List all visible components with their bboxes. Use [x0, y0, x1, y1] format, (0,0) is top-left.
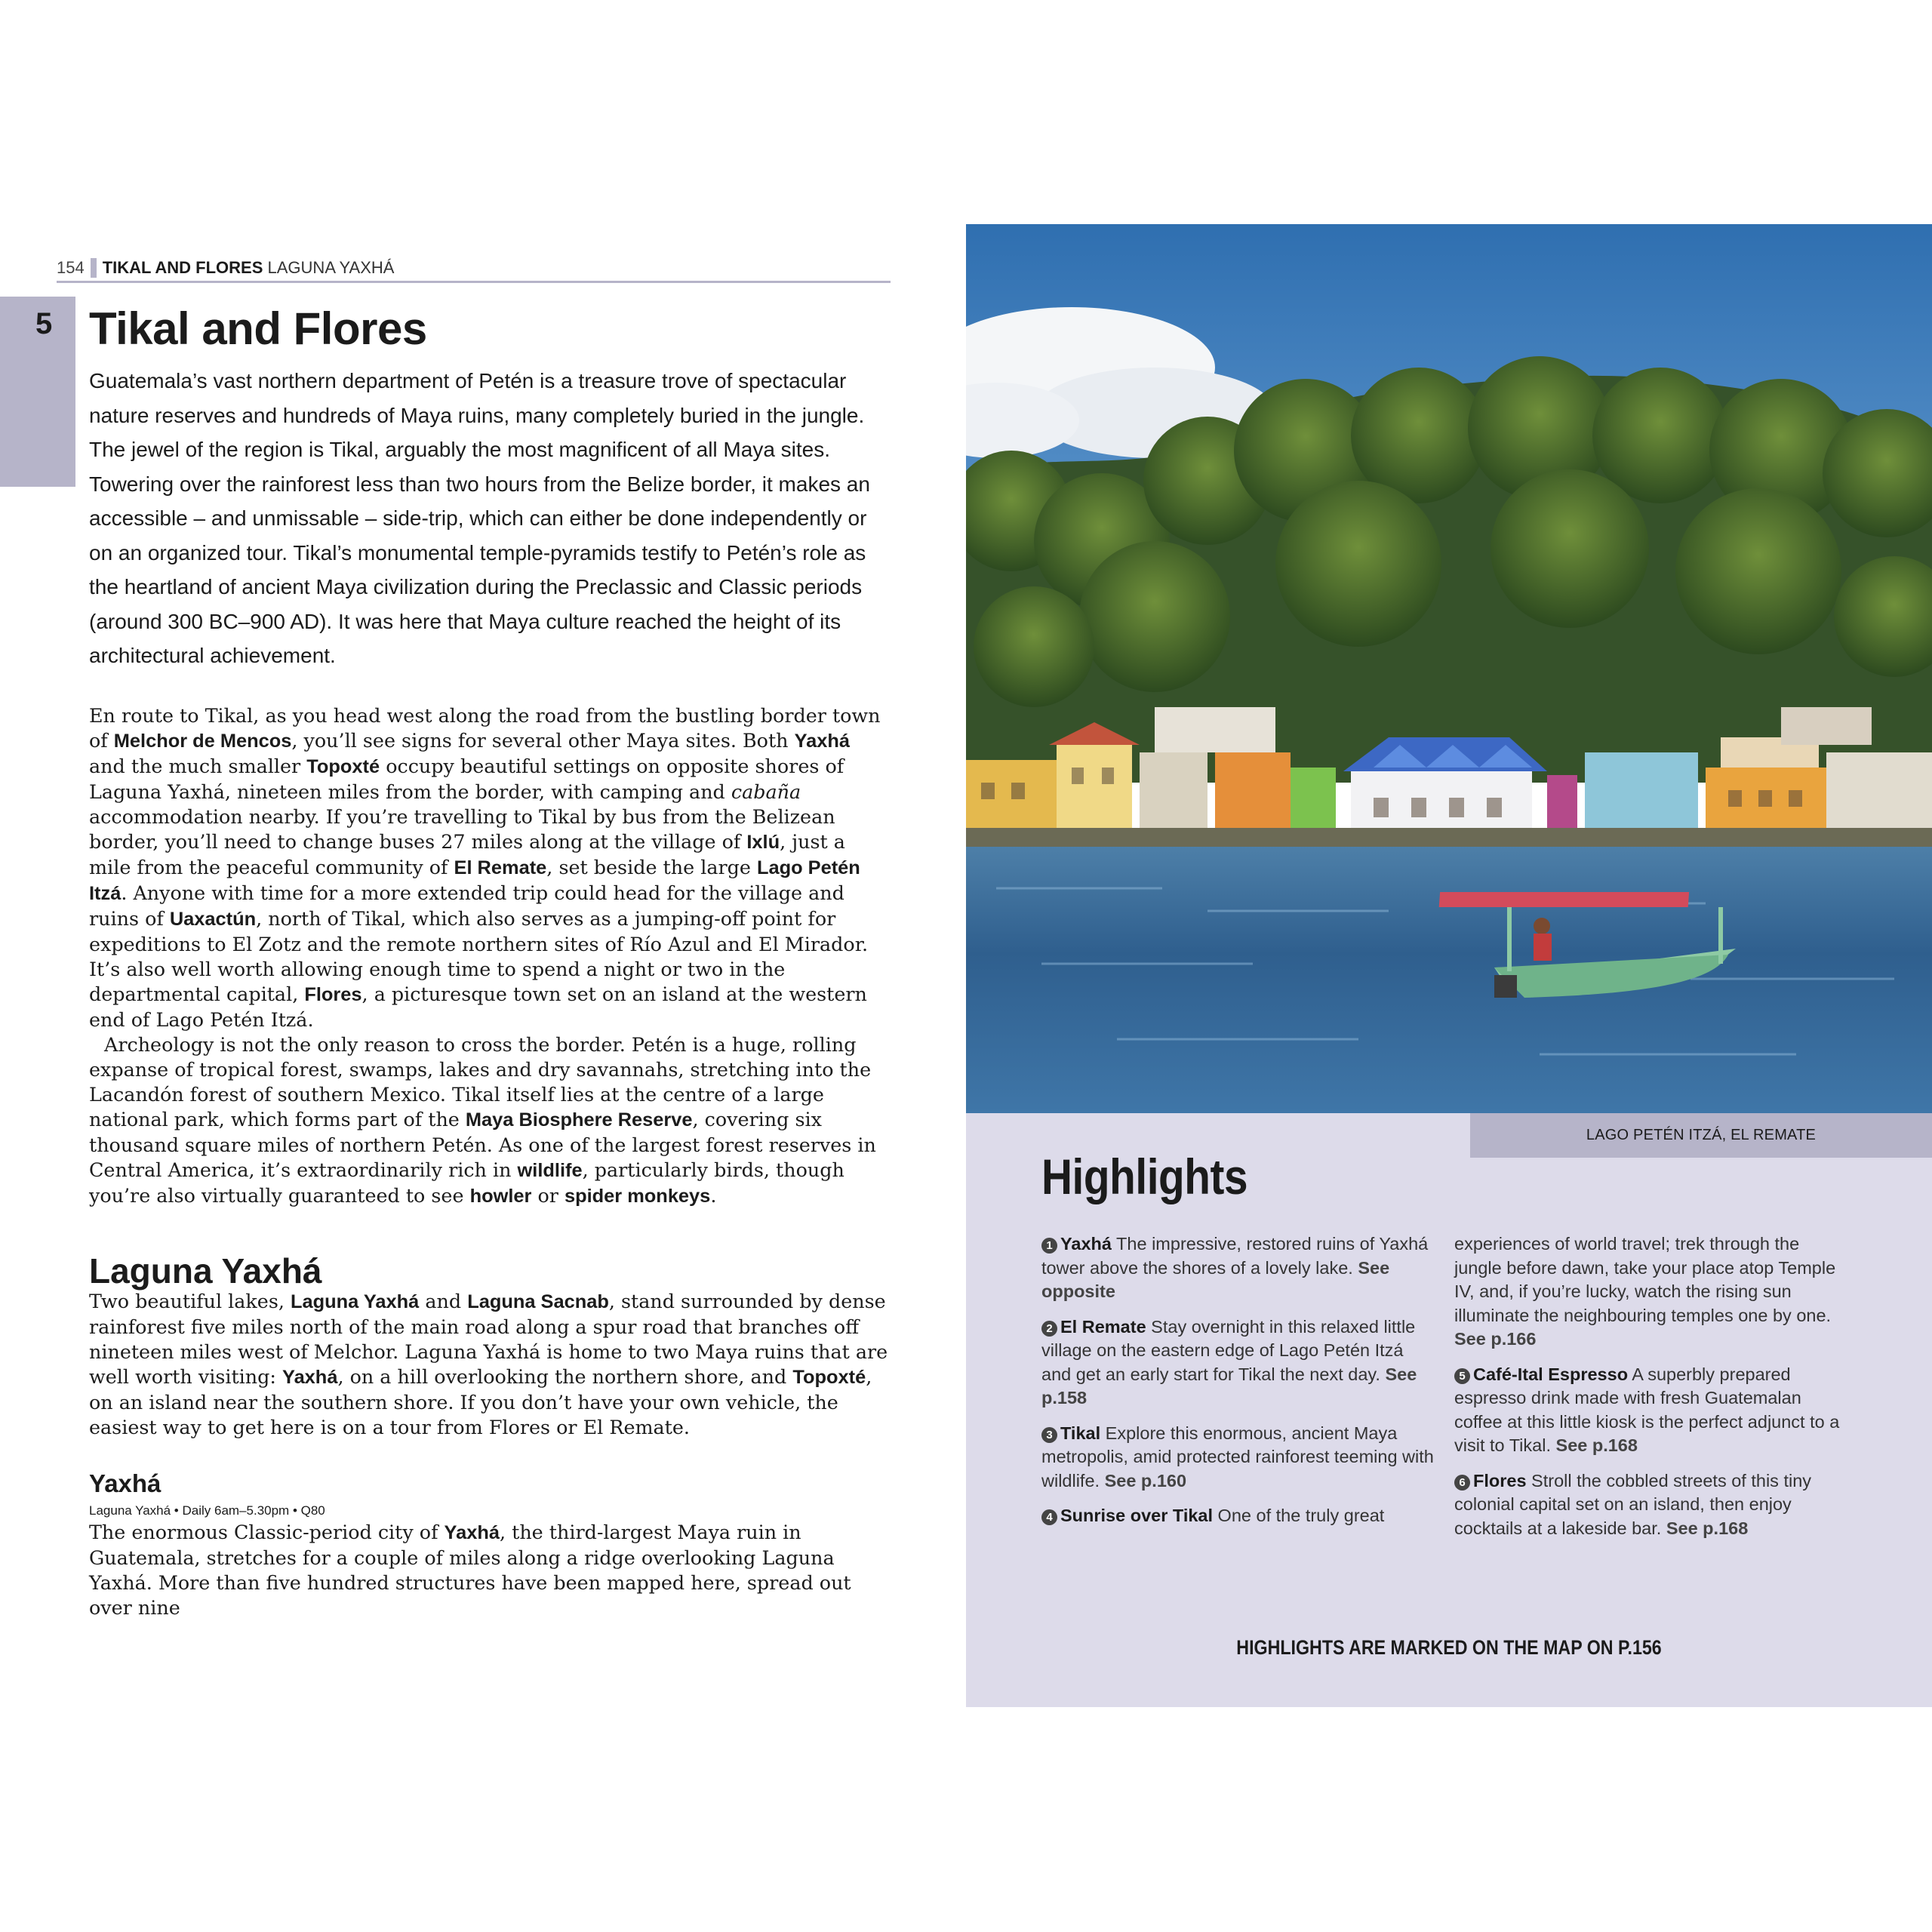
listing-info: Laguna Yaxhá • Daily 6am–5.30pm • Q80 [89, 1503, 325, 1518]
text-run: Laguna Sacnab [467, 1291, 609, 1312]
running-header [57, 255, 891, 283]
text-run: accommodation nearby. If you’re travelling to Tikal by bus from the Belizean border, you’ll need to change buses 27 miles along at the village of [89, 804, 835, 853]
highlights-panel [966, 1113, 1932, 1707]
highlight-page-ref: See opposite [1041, 1257, 1390, 1301]
highlight-name: Café-Ital Espresso [1473, 1364, 1629, 1384]
page-number: 154 [57, 258, 85, 277]
highlight-description: Stroll the cobbled streets of this tiny colonial capital set on an island, then enjoy cocktails at a lakeside bar. [1454, 1470, 1812, 1538]
text-run: and [419, 1289, 468, 1312]
highlight-description: A superbly prepared espresso drink made with fresh Guatemalan coffee at this little kiosk is the perfect adjunct to a visit to Tikal. [1454, 1364, 1840, 1455]
text-run: , the third-largest Maya ruin in Guatemala, stretches for a couple of miles along a ridge overlooking Laguna Yaxhá. More than five hundred structures have been mapped here, spread out over nine [89, 1521, 851, 1620]
highlight-name: Yaxhá [1060, 1234, 1112, 1254]
highlights-column-2 [1454, 1232, 1847, 1552]
section-paragraph [89, 1289, 891, 1440]
highlight-number: 1 [1041, 1238, 1057, 1254]
highlight-page-ref: See p.168 [1555, 1435, 1638, 1455]
text-run: The enormous Classic-period city of [89, 1521, 445, 1544]
highlight-description: experiences of world travel; trek through the jungle before dawn, take your place atop Temple IV, and, if you’re lucky, watch the rising sun illuminate the neighbouring temples one by one. [1454, 1234, 1836, 1325]
text-run: , particularly birds, though you’re also virtually guaranteed to see [89, 1158, 844, 1207]
highlight-number: 2 [1041, 1321, 1057, 1337]
text-run: , set beside the large [546, 855, 757, 878]
text-run: Flores [304, 983, 362, 1005]
lake-photo [966, 224, 1932, 1113]
subsection-paragraph [89, 1520, 891, 1620]
text-run: Maya Biosphere Reserve [465, 1109, 693, 1131]
highlights-column-1 [1041, 1232, 1434, 1540]
highlight-description: Explore this enormous, ancient Maya metropolis, amid protected rainforest teeming with wildlife. [1041, 1423, 1434, 1491]
text-run: Yaxhá [794, 730, 851, 752]
highlight-number: 5 [1454, 1368, 1470, 1384]
text-run: Melchor de Mencos [113, 730, 292, 752]
text-run: Ixlú [746, 831, 780, 853]
text-run: . Anyone with time for a more extended trip could head for the village and ruins of [89, 881, 844, 930]
highlight-description: One of the truly great [1213, 1506, 1385, 1525]
header-divider [91, 258, 97, 278]
text-run: , a picturesque town set on an island at the western end of Lago Petén Itzá. [89, 982, 867, 1031]
highlight-item [1041, 1315, 1434, 1411]
highlight-name: Sunrise over Tikal [1060, 1506, 1214, 1525]
body-paragraph-2 [89, 1032, 891, 1209]
text-run: , just a mile from the peaceful community of [89, 829, 845, 878]
highlight-page-ref: See p.158 [1041, 1364, 1417, 1407]
text-run: Topoxté [792, 1366, 866, 1388]
text-run: spider monkeys [564, 1185, 711, 1207]
text-run: Lago Petén Itzá [89, 857, 860, 904]
highlights-footer: HIGHLIGHTS ARE MARKED ON THE MAP ON P.156 [1236, 1636, 1662, 1659]
header-section: LAGUNA YAXHÁ [267, 258, 395, 277]
text-run: Topoxté [306, 755, 380, 777]
text-run: , stand surrounded by dense rainforest five miles north of the main road along a spur road that branches off nineteen miles west of Melchor. Laguna Yaxhá is home to two Maya ruins that are well worth visiting: [89, 1289, 888, 1388]
text-run: howler [469, 1185, 532, 1207]
section-heading: Laguna Yaxhá [89, 1251, 322, 1291]
text-run: Yaxhá [444, 1522, 500, 1544]
highlight-item [1454, 1469, 1847, 1541]
highlight-number: 4 [1041, 1509, 1057, 1525]
text-run: or [531, 1183, 565, 1207]
chapter-tab [0, 297, 75, 487]
header-chapter: TIKAL AND FLORES [102, 258, 263, 277]
chapter-number: 5 [35, 307, 53, 340]
highlight-number: 3 [1041, 1427, 1057, 1443]
text-run: Uaxactún [169, 908, 257, 930]
highlight-item [1041, 1504, 1434, 1528]
highlight-item [1454, 1363, 1847, 1458]
photo-caption: LAGO PETÉN ITZÁ, EL REMATE [1470, 1113, 1932, 1158]
text-run: wildlife [517, 1159, 583, 1181]
text-run: occupy beautiful settings on opposite shores of Laguna Yaxhá, nineteen miles from the border, with camping and [89, 754, 844, 803]
intro-paragraph: Guatemala’s vast northern department of Petén is a treasure trove of spectacular nature reserves and hundreds of Maya ruins, many completely buried in the jungle. The jewel of the region is Tikal, arguably the most magnificent of all Maya sites. Towering over the rainforest less than two hours from the Belize border, it makes an accessible – and unmissable – side-trip, which can either be done independently or on an organized tour. Tikal’s monumental temple-pyramids testify to Petén’s role as the heartland of ancient Maya civilization during the Preclassic and Classic periods (around 300 BC–900 AD). It was here that Maya culture reached the height of its architectural achievement. [89, 369, 870, 667]
highlight-name: El Remate [1060, 1316, 1146, 1337]
text-run: , covering six thousand square miles of northern Petén. As one of the largest forest reserves in Central America, it’s extraordinarily rich in [89, 1107, 876, 1181]
highlight-number: 6 [1454, 1475, 1470, 1491]
highlight-item [1454, 1232, 1847, 1352]
highlight-page-ref: See p.160 [1104, 1470, 1187, 1491]
text-run: cabaña [731, 780, 801, 803]
highlight-item [1041, 1422, 1434, 1494]
text-run: . [710, 1183, 717, 1207]
highlight-description: Stay overnight in this relaxed little village on the eastern edge of Lago Petén Itzá and get an early start for Tikal the next day. [1041, 1316, 1416, 1384]
text-run: Two beautiful lakes, [89, 1289, 291, 1312]
highlight-name: Flores [1473, 1470, 1527, 1491]
text-run: , on an island near the southern shore. If you don’t have your own vehicle, the easiest way to get here is on a tour from Flores or El Remate. [89, 1364, 872, 1438]
text-run: , north of Tikal, which also serves as a jumping-off point for expeditions to El Zotz and the remote northern sites of Río Azul and El Mirador. It’s also well worth allowing enough time to spend a night or two in the departmental capital, [89, 906, 869, 1005]
text-run: El Remate [454, 857, 547, 878]
text-run: En route to Tikal, as you head west along the road from the bustling border town of [89, 703, 881, 752]
highlight-item [1041, 1232, 1434, 1304]
highlight-name: Tikal [1060, 1423, 1101, 1443]
subsection-heading: Yaxhá [89, 1469, 162, 1497]
left-column [89, 302, 891, 1620]
text-run: , on a hill overlooking the northern shore, and [337, 1364, 793, 1388]
highlight-page-ref: See p.166 [1454, 1329, 1537, 1349]
text-run: Laguna Yaxhá [291, 1291, 420, 1312]
text-run: Yaxhá [282, 1366, 338, 1388]
highlight-description: The impressive, restored ruins of Yaxhá tower above the shores of a lovely lake. [1041, 1234, 1429, 1278]
highlights-title: Highlights [1041, 1149, 1248, 1204]
body-paragraph-1 [89, 703, 891, 1032]
text-run: and the much smaller [89, 754, 307, 777]
chapter-title: Tikal and Flores [89, 303, 427, 354]
highlight-page-ref: See p.168 [1666, 1518, 1749, 1538]
text-run: Archeology is not the only reason to cross the border. Petén is a huge, rolling expanse of tropical forest, swamps, lakes and dry savannahs, stretching into the Lacandón forest of southern Mexico. Tikal itself lies at the centre of a large national park, which forms part of the [89, 1032, 872, 1131]
text-run: , you’ll see signs for several other Maya sites. Both [291, 728, 795, 752]
